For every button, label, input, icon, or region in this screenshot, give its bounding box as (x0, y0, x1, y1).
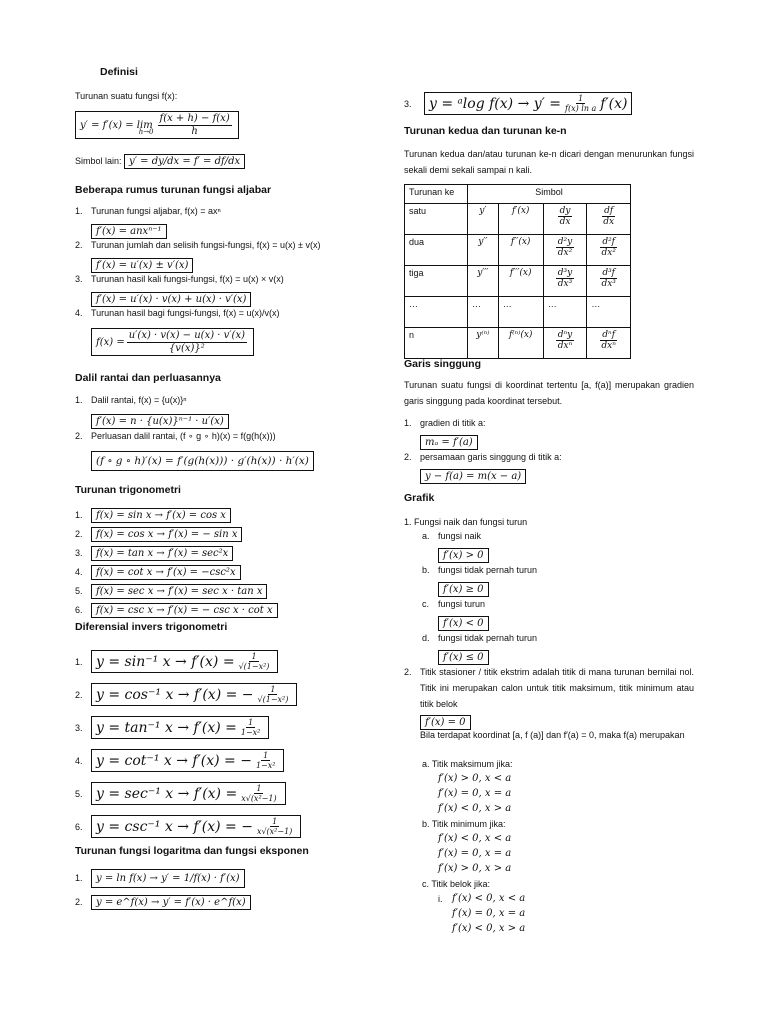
formula-box: f(x) = $\frac{u'(x) \cdot v(x) - u(x) \cdot v'(x)}{\text{\{v(x)\}²}}$ (91, 328, 254, 356)
belok-conds: f′(x) < 0, x < a f′(x) = 0, x = a f′(x) < 0, x > a (452, 893, 526, 934)
grafik-sublist (422, 531, 694, 667)
table-header: Turunan ke (405, 185, 468, 204)
aljabar-list (75, 206, 375, 356)
singgung-title: Garis singgung (404, 358, 482, 370)
singgung-list (404, 418, 694, 484)
formula-box: (f ∘ g ∘ h)′(x) = f′(g(h(x))) · g′(h(x)) · h′(x) (91, 451, 314, 471)
belok-sub: i. (438, 894, 443, 904)
list-item: 3. Turunan hasil kali fungsi-fungsi, f(x) = u(x) × v(x) (75, 274, 284, 284)
table-row: satu y′ f′(x) $\frac{dy}{dx}$ $\frac{df}{dx}$ (405, 204, 631, 235)
list-item: d. fungsi tidak pernah turun (422, 633, 538, 643)
formula-box: y − f(a) = m(x − a) (420, 469, 526, 484)
list-item: 2. Perluasan dalil rantai, (f ∘ g ∘ h)(x) = f(g(h(x))) (75, 431, 276, 441)
list-item: 1. Dalil rantai, f(x) = {u(x)}ⁿ (75, 395, 187, 405)
simbol-lain: Simbol lain: y′ = dy/dx = f′ = df/dx (75, 154, 245, 169)
list-item: 4. y = cot⁻¹ x → f′(x) = − $\frac{1}{\text{1−x²}}$ (75, 744, 375, 777)
log-item-3: 3. y = ᵃlog f(x) → y′ = $\frac{1}{\text{f(x) ln a}}$ f′(x) (404, 92, 632, 115)
log-list (75, 869, 375, 917)
list-item: 1. y = ln f(x) → y′ = 1/f(x) · f′(x) (75, 869, 375, 895)
list-item: 5. f(x) = sec x → f′(x) = sec x · tan x (75, 584, 375, 603)
singgung-text: Turunan suatu fungsi di koordinat tertentu [a, f(a)] merupakan gradien garis singgung pada koordinat tersebut. (404, 380, 694, 406)
grafik-item-1: 1. Fungsi naik dan fungsi turun (404, 517, 528, 527)
table-row: dua y′′ f′′(x) $\frac{\text{d²y}}{\text{dx²}}$ $\frac{\text{d²f}}{\text{dx²}}$ (405, 235, 631, 266)
definisi-text: Turunan suatu fungsi f(x): (75, 91, 178, 101)
list-item: 6. y = csc⁻¹ x → f′(x) = − $\frac{1}{\text{x√(x²−1)}}$ (75, 810, 375, 843)
symbol-table (404, 184, 631, 359)
list-item: b. fungsi tidak pernah turun (422, 565, 538, 575)
belok-label: c. Titik belok jika: (422, 879, 491, 889)
definisi-formula: y′ = f′(x) = lim h→0 $\frac{f(x + h) - f(x)}{h}$ (75, 111, 239, 139)
table-row: tiga y′′′ f′′′(x) $\frac{\text{d³y}}{\text{dx³}}$ $\frac{\text{d³f}}{\text{dx³}}$ (405, 266, 631, 297)
formula-box: f′(x) = u′(x) ± v′(x) (91, 258, 193, 273)
list-item: a. fungsi naik (422, 531, 482, 541)
list-item: 2. persamaan garis singgung di titik a: (404, 452, 562, 462)
maks-label: a. Titik maksimum jika: (422, 759, 513, 769)
invers-title: Diferensial invers trigonometri (75, 621, 228, 633)
list-item: 4. Turunan hasil bagi fungsi-fungsi, f(x) = u(x)/v(x) (75, 308, 280, 318)
list-item: c. fungsi turun (422, 599, 486, 609)
list-item: 3. y = tan⁻¹ x → f′(x) = $\frac{1}{\text{1−x²}}$ (75, 711, 375, 744)
formula-box: f′(x) > 0 (438, 548, 489, 563)
trigo-title: Turunan trigonometri (75, 484, 181, 496)
grafik-title: Grafik (404, 492, 435, 504)
formula-box: f′(x) < 0 (438, 616, 489, 631)
list-item: 2. y = e^f(x) → y′ = f′(x) · e^f(x) (75, 895, 375, 917)
list-item: 3. f(x) = tan x → f′(x) = sec²x (75, 546, 375, 565)
list-item: 1. y = sin⁻¹ x → f′(x) = $\frac{1}{\text{√(1−x²)}}$ (75, 645, 375, 678)
list-item: 1. gradien di titik a: (404, 418, 486, 428)
list-item: 5. y = sec⁻¹ x → f′(x) = $\frac{1}{\text{x√(x²−1)}}$ (75, 777, 375, 810)
table-row: … … … … … (405, 297, 631, 328)
aljabar-title: Beberapa rumus turunan fungsi aljabar (75, 184, 272, 196)
formula-box: mₐ = f′(a) (420, 435, 478, 450)
table-header: Simbol (468, 185, 631, 204)
min-conds: f′(x) < 0, x < a f′(x) = 0, x = a f′(x) > 0, x > a (438, 833, 512, 874)
formula-box: f′(x) = anxⁿ⁻¹ (91, 224, 167, 239)
formula-box: f′(x) = u′(x) · v(x) + u(x) · v′(x) (91, 292, 251, 307)
table-row: n y⁽ⁿ⁾ f⁽ⁿ⁾(x) $\frac{\text{dⁿy}}{\text{dxⁿ}}$ $\frac{\text{dⁿf}}{\text{dxⁿ}}$ (405, 328, 631, 359)
min-label: b. Titik minimum jika: (422, 819, 506, 829)
kedua-title: Turunan kedua dan turunan ke-n (404, 125, 567, 137)
invers-list (75, 645, 375, 843)
maks-conds: f′(x) > 0, x < a f′(x) = 0, x = a f′(x) < 0, x > a (438, 773, 512, 814)
definisi-title: Definisi (100, 66, 138, 78)
rantai-list (75, 395, 375, 471)
formula-box: f′(x) ≤ 0 (438, 650, 489, 665)
trigo-list (75, 508, 375, 622)
stasioner-item: 2. Titik stasioner / titik ekstrim adalah titik di mana turunan bernilai nol. Titik ini merupakan calon untuk titik maksimum, titik minimum atau titik belok (404, 667, 694, 709)
list-item: 1. f(x) = sin x → f′(x) = cos x (75, 508, 375, 527)
list-item: 1. Turunan fungsi aljabar, f(x) = axⁿ (75, 206, 221, 216)
formula-box: f′(x) = n · {u(x)}ⁿ⁻¹ · u′(x) (91, 414, 229, 429)
list-item: 2. f(x) = cos x → f′(x) = − sin x (75, 527, 375, 546)
formula-box: f′(x) ≥ 0 (438, 582, 489, 597)
bila-text: Bila terdapat koordinat [a, f (a)] dan f′(a) = 0, maka f(a) merupakan (420, 730, 685, 740)
list-item: 2. y = cos⁻¹ x → f′(x) = − $\frac{1}{\text{√(1−x²)}}$ (75, 678, 375, 711)
rantai-title: Dalil rantai dan perluasannya (75, 372, 221, 384)
kedua-text: Turunan kedua dan/atau turunan ke-n dicari dengan menurunkan fungsi sekali demi sekali sampai n kali. (404, 149, 694, 175)
stasioner-formula: f′(x) = 0 (420, 712, 471, 730)
log-title: Turunan fungsi logaritma dan fungsi eksponen (75, 845, 309, 857)
list-item: 4. f(x) = cot x → f′(x) = −csc²x (75, 565, 375, 584)
list-item: 2. Turunan jumlah dan selisih fungsi-fungsi, f(x) = u(x) ± v(x) (75, 240, 321, 250)
list-item: 6. f(x) = csc x → f′(x) = − csc x · cot x (75, 603, 375, 622)
